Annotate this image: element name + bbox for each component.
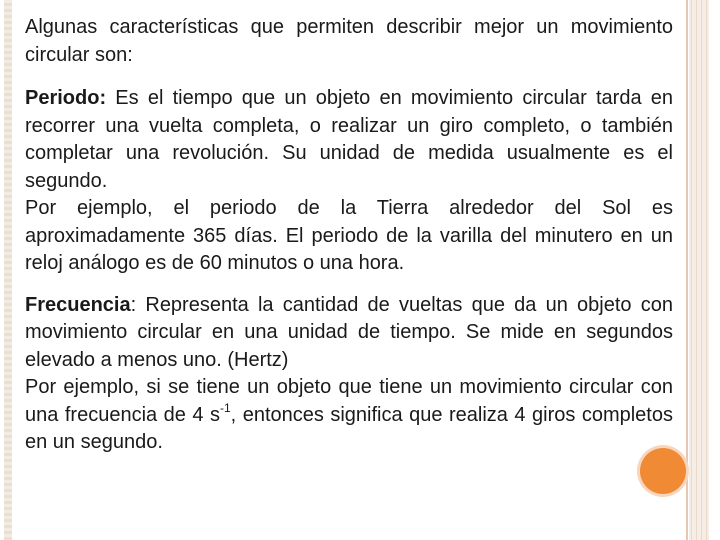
- frecuencia-term: Frecuencia: [25, 293, 131, 316]
- frecuencia-section: [25, 292, 673, 457]
- intro-paragraph: Algunas características que permiten describir mejor un movimiento circular son:: [25, 16, 673, 66]
- periodo-section: [25, 85, 673, 278]
- periodo-definition-text: Es el tiempo que un objeto en movimiento circular tarda en recorrer una vuelta completa, o realizar un giro completo, o también completar una revolución. Su unidad de medida usualmente es el segundo.: [25, 87, 673, 192]
- orange-circle-decoration: [640, 448, 686, 494]
- frecuencia-definition: [25, 292, 673, 375]
- frecuencia-definition-text: : Representa la cantidad de vueltas que da un objeto con movimiento circular en una unidad de tiempo. Se mide en segundos elevado a menos uno. (Hertz): [25, 293, 673, 371]
- left-border-decoration: [4, 0, 12, 540]
- frecuencia-example-after: , entonces significa que realiza 4 giros completos en un segundo.: [25, 403, 673, 453]
- frecuencia-example-before: Por ejemplo, si se tiene un objeto que tiene un movimiento circular con una frecuencia de 4 s: [25, 376, 673, 426]
- frecuencia-exponent: -1: [219, 400, 231, 415]
- right-border-decoration: [689, 0, 709, 540]
- slide-content: [25, 14, 673, 471]
- periodo-example: Por ejemplo, el periodo de la Tierra alrededor del Sol es aproximadamente 365 días. El periodo de la varilla del minutero en un reloj análogo es de 60 minutos o una hora.: [25, 197, 673, 274]
- right-border-line: [686, 0, 688, 540]
- periodo-term: Periodo:: [25, 87, 107, 109]
- frecuencia-example: [25, 374, 673, 457]
- periodo-definition: [25, 85, 673, 195]
